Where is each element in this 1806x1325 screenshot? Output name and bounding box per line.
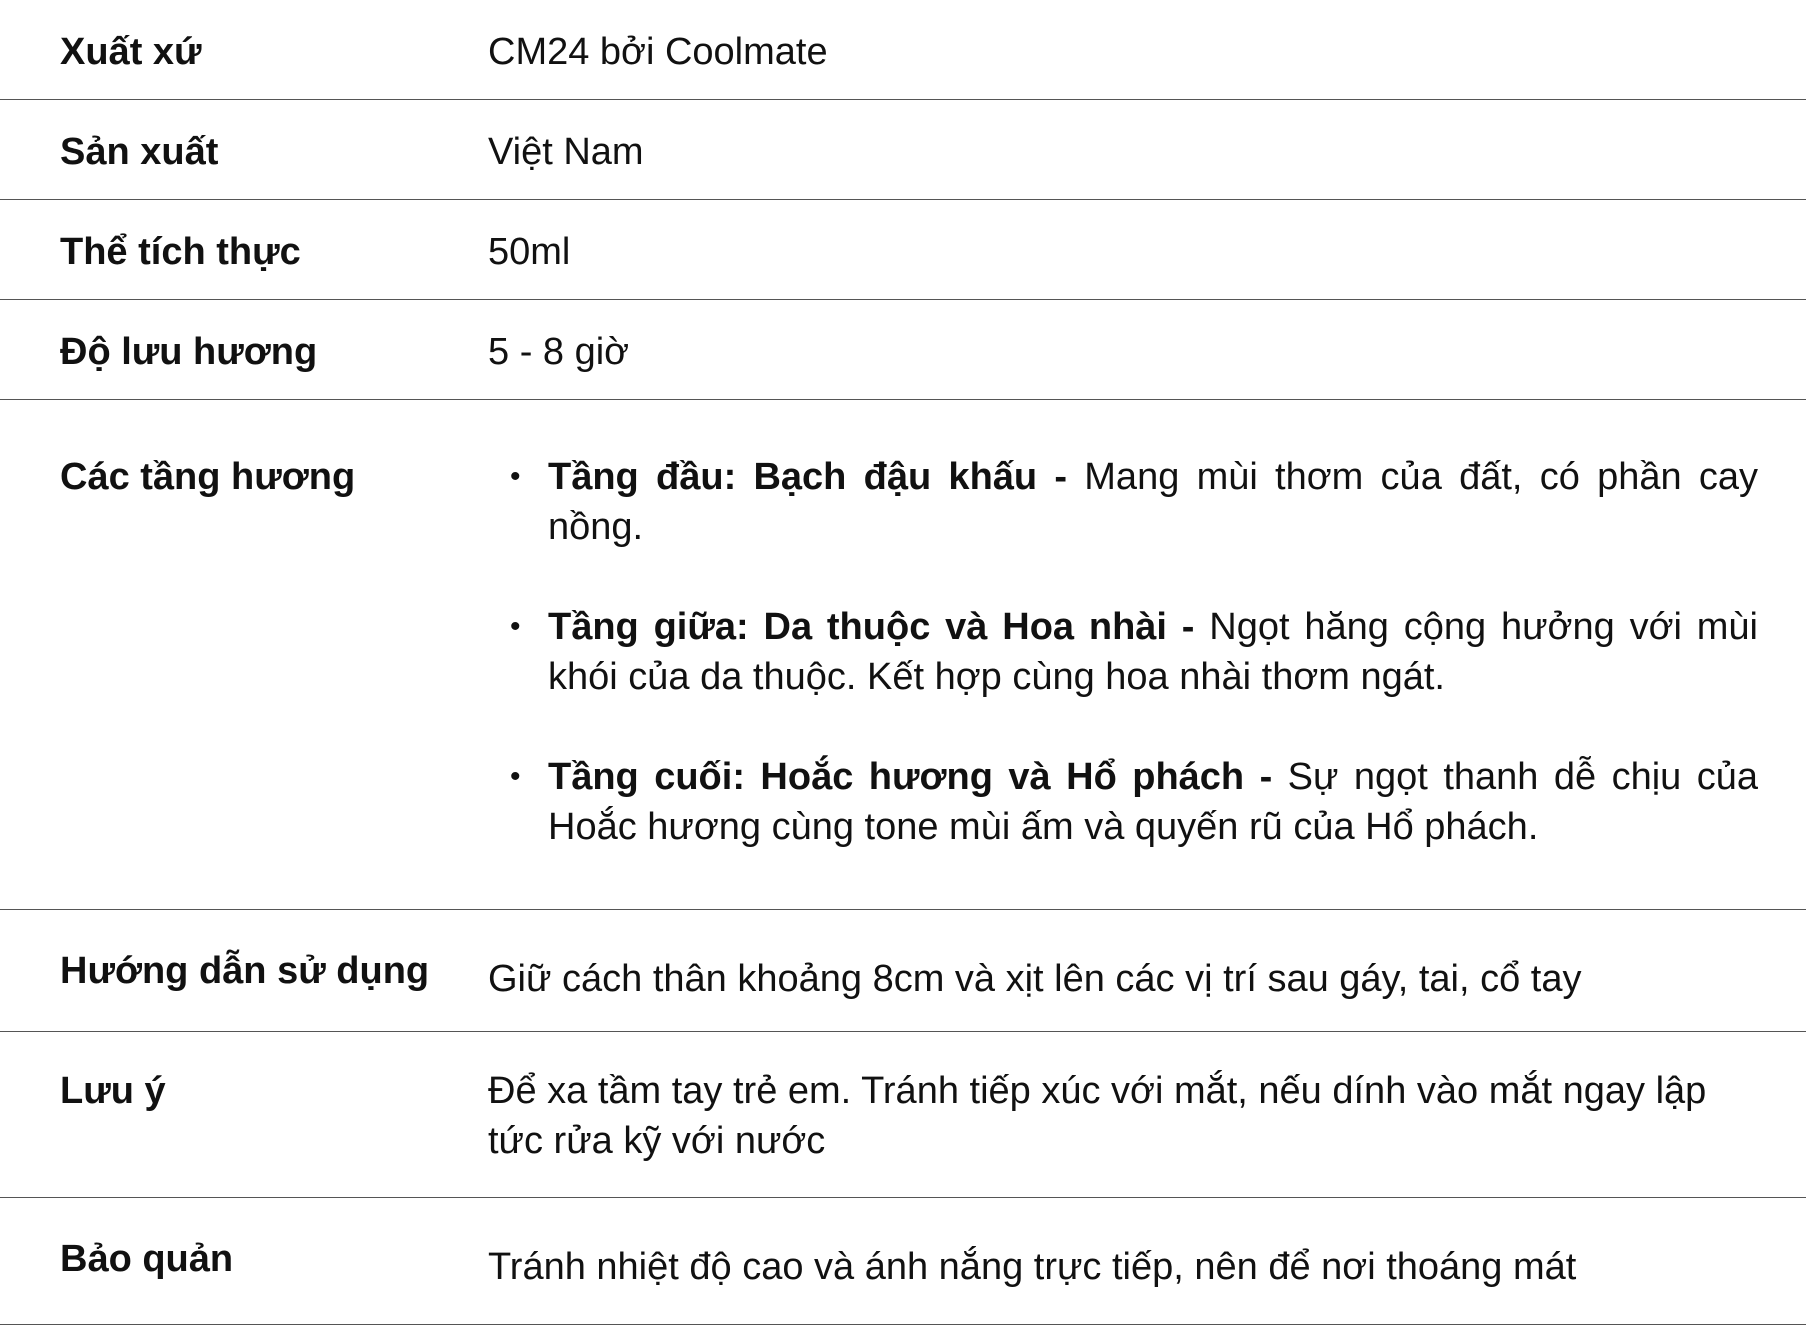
spec-row-longevity [0, 299, 1806, 399]
spec-value-caution: Để xa tầm tay trẻ em. Tránh tiếp xúc với mắt, nếu dính vào mắt ngay lập tức rửa kỹ với nước [488, 1069, 1707, 1162]
spec-row-volume [0, 199, 1806, 299]
spec-row-usage [0, 909, 1806, 1031]
spec-label-made-in: Sản xuất [60, 130, 219, 173]
spec-label-origin: Xuất xứ [60, 31, 202, 73]
note-item-middle [488, 602, 1758, 702]
note-text-middle: Ngọt hăng cộng hưởng với mùi khói của da thuộc. Kết hợp cùng hoa nhài thơm ngát. [548, 605, 1758, 698]
spec-value-origin: CM24 bởi Coolmate [488, 31, 828, 73]
note-title-top: Tầng đầu: Bạch đậu khấu - [548, 455, 1068, 498]
spec-row-origin [0, 0, 1806, 99]
spec-label-caution: Lưu ý [60, 1069, 166, 1112]
spec-value-fragrance-notes [488, 399, 1806, 909]
fragrance-notes-list [488, 452, 1758, 852]
bullet-icon: • [510, 459, 521, 493]
spec-value-storage: Tránh nhiệt độ cao và ánh nắng trực tiếp, nên để nơi thoáng mát [488, 1245, 1577, 1288]
spec-value-made-in: Việt Nam [488, 130, 644, 173]
note-title-base: Tầng cuối: Hoắc hương và Hổ phách - [548, 755, 1273, 798]
spec-label-usage: Hướng dẫn sử dụng [60, 949, 430, 992]
spec-value-usage: Giữ cách thân khoảng 8cm và xịt lên các vị trí sau gáy, tai, cổ tay [488, 957, 1582, 1000]
spec-label-longevity: Độ lưu hương [60, 330, 318, 373]
spec-row-made-in [0, 99, 1806, 199]
bullet-icon: • [510, 609, 521, 643]
spec-label-volume: Thể tích thực [60, 230, 301, 273]
spec-label-fragrance-notes: Các tầng hương [60, 455, 356, 498]
note-text-base: Sự ngọt thanh dễ chịu của Hoắc hương cùng tone mùi ấm và quyến rũ của Hổ phách. [548, 755, 1758, 848]
spec-label-storage: Bảo quản [60, 1237, 234, 1280]
spec-value-longevity: 5 - 8 giờ [488, 330, 630, 373]
note-title-middle: Tầng giữa: Da thuộc và Hoa nhài - [548, 605, 1195, 648]
note-item-base [488, 752, 1758, 852]
bullet-icon: • [510, 759, 521, 793]
spec-row-caution [0, 1031, 1806, 1197]
spec-row-fragrance-notes [0, 399, 1806, 909]
spec-row-storage [0, 1197, 1806, 1324]
spec-value-volume: 50ml [488, 230, 571, 273]
note-item-top [488, 452, 1758, 552]
note-text-top: Mang mùi thơm của đất, có phần cay nồng. [548, 455, 1758, 548]
